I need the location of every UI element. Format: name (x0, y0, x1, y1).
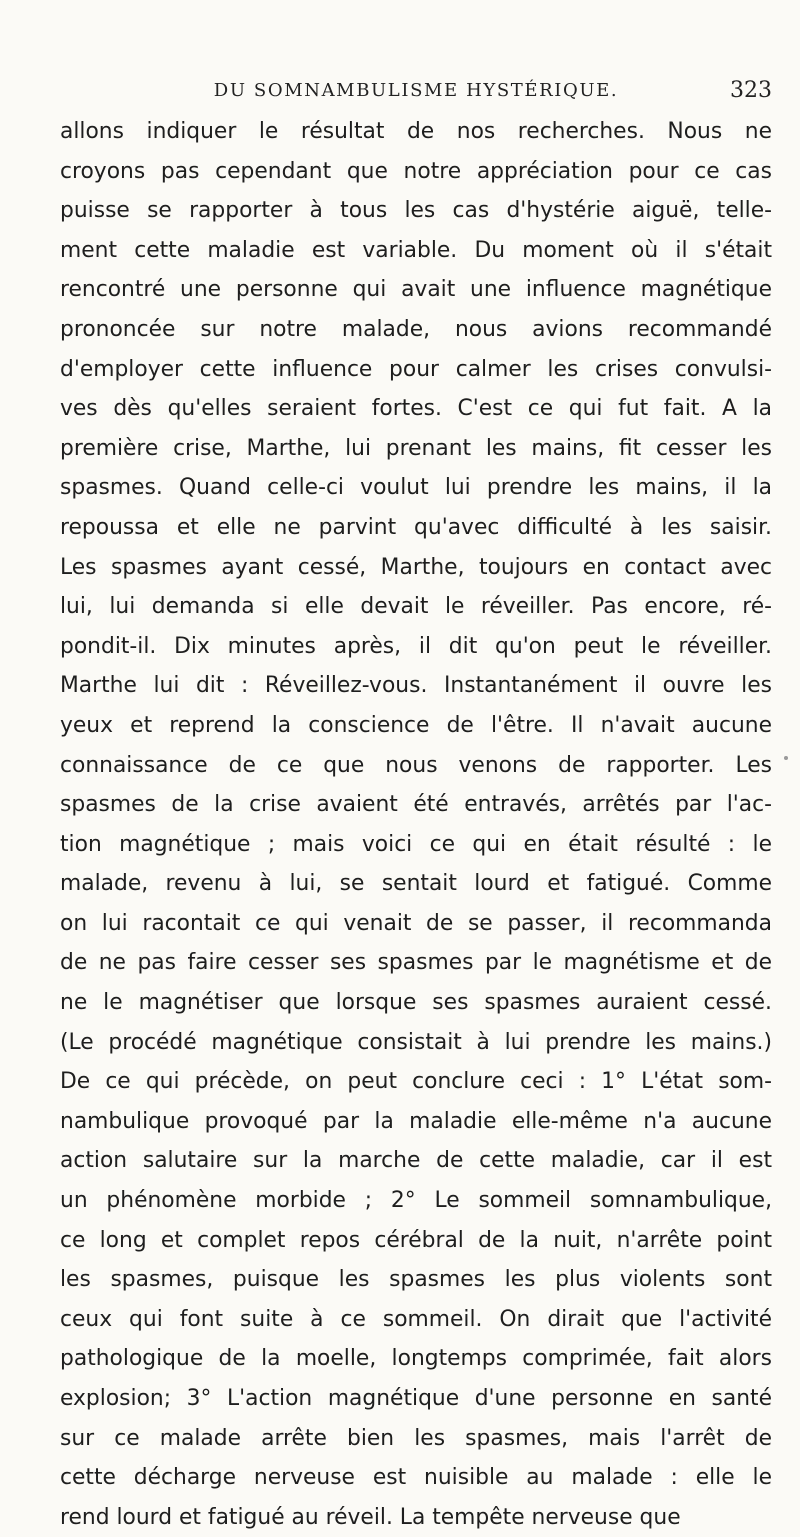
text-line: tion magnétique ; mais voici ce qui en était résulté : le (60, 831, 772, 857)
text-line: ce long et complet repos cérébral de la nuit, n'arrête point (60, 1227, 772, 1253)
text-line: on lui racontait ce qui venait de se passer, il recommanda (60, 910, 772, 936)
text-line: pondit-il. Dix minutes après, il dit qu'on peut le réveiller. (60, 633, 772, 659)
text-line: rend lourd et fatigué au réveil. La tempête nerveuse que (60, 1504, 681, 1530)
text-line: d'employer cette influence pour calmer les crises convulsi- (60, 356, 772, 382)
text-line: Les spasmes ayant cessé, Marthe, toujours en contact avec (60, 554, 772, 580)
running-title: DU SOMNAMBULISME HYSTÉRIQUE. (213, 80, 619, 101)
text-line: spasmes. Quand celle-ci voulut lui prendre les mains, il la (60, 475, 772, 501)
text-line: de ne pas faire cesser ses spasmes par le magnétisme et de (60, 950, 772, 976)
text-line: action salutaire sur la marche de cette maladie, car il est (60, 1148, 772, 1174)
text-line: pathologique de la moelle, longtemps comprimée, fait alors (60, 1346, 772, 1372)
text-line: rencontré une personne qui avait une influence magnétique (60, 277, 772, 303)
text-line: repoussa et elle ne parvint qu'avec difficulté à les saisir. (60, 514, 772, 540)
text-line: (Le procédé magnétique consistait à lui prendre les mains.) (60, 1029, 772, 1055)
text-line: croyons pas cependant que notre appréciation pour ce cas (60, 158, 772, 184)
text-line: puisse se rapporter à tous les cas d'hystérie aiguë, telle- (60, 198, 772, 224)
text-line: ne le magnétiser que lorsque ses spasmes auraient cessé. (60, 990, 772, 1016)
text-line: cette décharge nerveuse est nuisible au malade : elle le (60, 1465, 772, 1491)
margin-speck (784, 756, 788, 760)
text-line: Marthe lui dit : Réveillez-vous. Instantanément il ouvre les (60, 673, 772, 699)
text-line: ment cette maladie est variable. Du moment où il s'était (60, 237, 772, 263)
text-line: allons indiquer le résultat de nos recherches. Nous ne (60, 119, 772, 144)
body-text (60, 112, 772, 1537)
text-line: un phénomène morbide ; 2° Le sommeil somnambulique, (60, 1188, 772, 1214)
text-line: ceux qui font suite à ce sommeil. On dirait que l'activité (60, 1306, 772, 1332)
text-line: ves dès qu'elles seraient fortes. C'est ce qui fut fait. A la (60, 396, 772, 422)
text-line: lui, lui demanda si elle devait le réveiller. Pas encore, ré- (60, 594, 772, 620)
text-line: sur ce malade arrête bien les spasmes, mais l'arrêt de (60, 1425, 772, 1451)
text-line: première crise, Marthe, lui prenant les mains, fit cesser les (60, 435, 772, 461)
text-line: yeux et reprend la conscience de l'être. Il n'avait aucune (60, 712, 772, 738)
page-number: 323 (730, 78, 772, 103)
text-line: explosion; 3° L'action magnétique d'une personne en santé (60, 1386, 772, 1411)
text-line: spasmes de la crise avaient été entravés, arrêtés par l'ac- (60, 792, 772, 818)
text-line: nambulique provoqué par la maladie elle-même n'a aucune (60, 1108, 772, 1134)
text-line: prononcée sur notre malade, nous avions recommandé (60, 316, 772, 342)
text-line: connaissance de ce que nous venons de rapporter. Les (60, 752, 772, 778)
running-head (60, 80, 772, 110)
text-line: De ce qui précède, on peut conclure ceci : 1° L'état som- (60, 1069, 772, 1095)
text-line: les spasmes, puisque les spasmes les plus violents sont (60, 1267, 772, 1293)
text-line: malade, revenu à lui, se sentait lourd et fatigué. Comme (60, 871, 772, 897)
